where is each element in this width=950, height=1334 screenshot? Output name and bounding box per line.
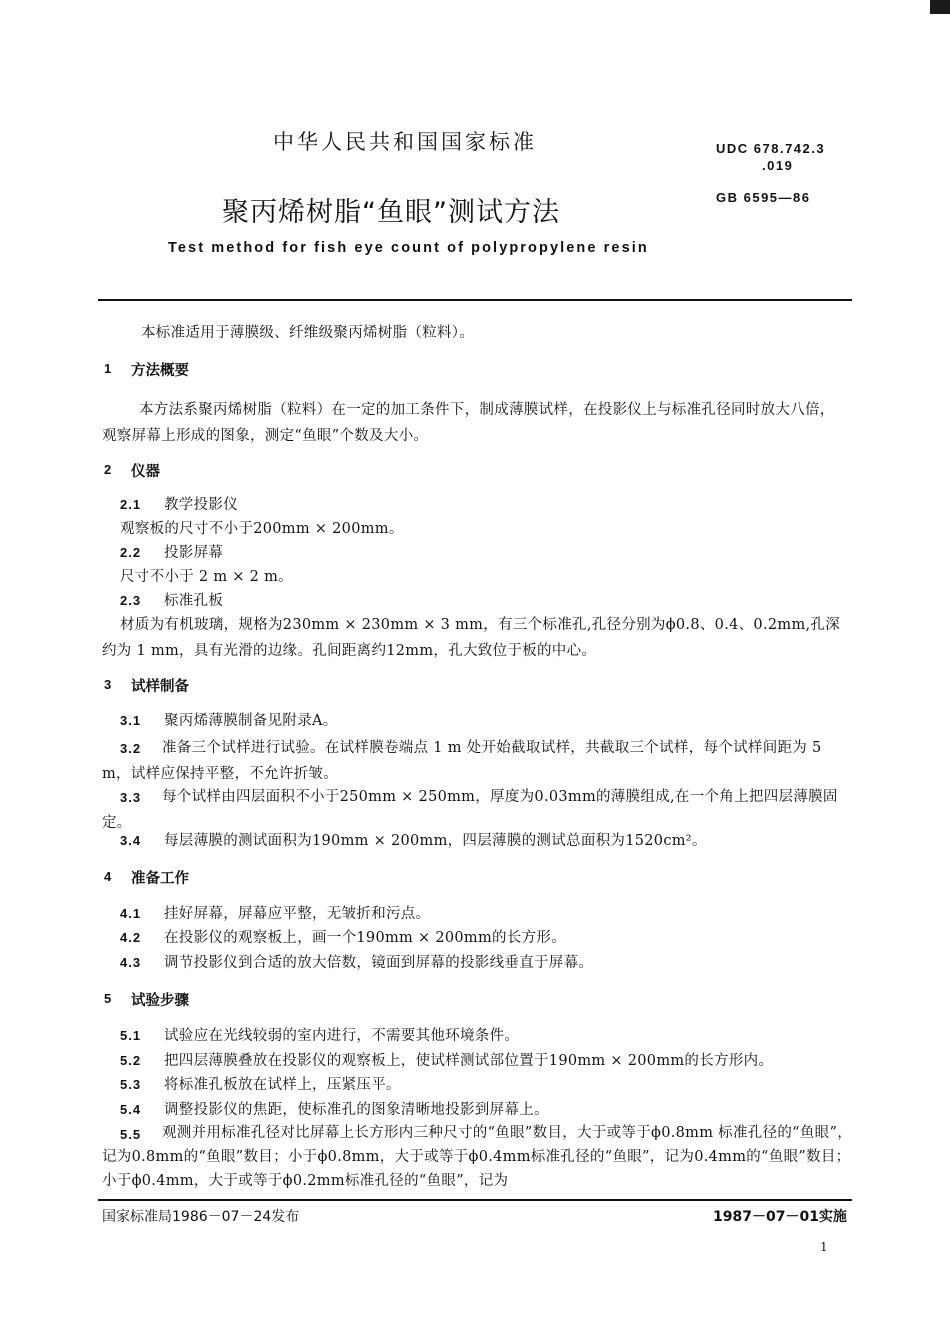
item-2-2-text: 尺寸不小于 2 m × 2 m。: [120, 569, 293, 585]
item-5-5-text: 观测并用标准孔径对比屏幕上长方形内三种尺寸的“鱼眼”数目，大于或等于ϕ0.8mm 标准孔径的“鱼眼”，记为0.8mm的“鱼眼”数目；小于ϕ0.8mm，大于或等于ϕ0.4mm标准孔径的“鱼眼”，记为0.4mm的“鱼眼”数目；小于ϕ0.4mm，大于或等于ϕ0.2mm标准孔径的“鱼眼”，记为: [102, 1125, 852, 1189]
item-4-1-text: 挂好屏幕，屏幕应平整，无皱折和污点。: [164, 906, 431, 922]
item-5-2-text: 把四层薄膜叠放在投影仪的观察板上，使试样测试部位置于190mm × 200mm的长方形内。: [164, 1053, 774, 1069]
item-3-2-text: 准备三个试样进行试验。在试样膜卷端点 1 m 处开始截取试样，共截取三个试样，每个试样间距为 5 m，试样应保持平整，不允许折皱。: [102, 740, 822, 782]
item-3-4-number: 3.4: [120, 833, 142, 848]
udc-line-2: .019: [762, 158, 794, 173]
item-4-2-number: 4.2: [120, 930, 142, 945]
org-title: 中华人民共和国国家标准: [273, 130, 537, 154]
udc-line-1: UDC 678.742.3: [716, 141, 826, 156]
section-2-number: 2: [104, 462, 113, 477]
section-2-title: 仪器: [131, 464, 160, 480]
item-4-2-text: 在投影仪的观察板上，画一个190mm × 200mm的长方形。: [164, 930, 567, 946]
section-4-number: 4: [104, 869, 113, 884]
issue-date: 国家标准局1986－07－24发布: [102, 1209, 300, 1225]
section-3-number: 3: [104, 677, 113, 692]
item-2-1-text: 观察板的尺寸不小于200mm × 200mm。: [120, 521, 404, 537]
item-2-2-title: 投影屏幕: [164, 545, 224, 561]
gb-number: GB 6595—86: [716, 190, 811, 205]
item-2-1-title: 教学投影仪: [164, 497, 238, 513]
item-5-5-number: 5.5: [120, 1127, 142, 1142]
header-divider: [98, 299, 852, 301]
section-5-number: 5: [104, 991, 113, 1006]
item-4-1-number: 4.1: [120, 906, 142, 921]
item-2-3-number: 2.3: [120, 593, 142, 608]
item-5-3-number: 5.3: [120, 1077, 142, 1092]
section-1-title: 方法概要: [131, 363, 189, 379]
item-2-1-number: 2.1: [120, 497, 142, 512]
udc-code: [716, 140, 825, 174]
item-2-2-number: 2.2: [120, 545, 142, 560]
footer-divider: [98, 1199, 852, 1201]
item-5-4-text: 调整投影仪的焦距，使标准孔的图象清晰地投影到屏幕上。: [164, 1102, 549, 1118]
page-number: 1: [820, 1240, 828, 1254]
item-3-3-number: 3.3: [120, 790, 142, 805]
section-1-text: 本方法系聚丙烯树脂（粒料）在一定的加工条件下，制成薄膜试样，在投影仪上与标准孔径同时放大八倍，观察屏幕上形成的图象，测定“鱼眼”个数及大小。: [102, 402, 835, 444]
section-4-title: 准备工作: [131, 871, 189, 887]
intro-text: 本标准适用于薄膜级、纤维级聚丙烯树脂（粒料）。: [141, 325, 475, 341]
item-5-1-text: 试验应在光线较弱的室内进行，不需要其他环境条件。: [164, 1028, 520, 1044]
english-title: Test method for fish eye count of polypropylene resin: [168, 240, 649, 256]
item-5-4-number: 5.4: [120, 1102, 142, 1117]
item-3-2-number: 3.2: [120, 741, 142, 756]
section-1-number: 1: [104, 361, 113, 376]
item-2-3-title: 标准孔板: [164, 593, 224, 609]
page-title: 聚丙烯树脂“鱼眼”测试方法: [222, 197, 560, 228]
item-4-3-text: 调节投影仪到合适的放大倍数，镜面到屏幕的投影线垂直于屏幕。: [164, 955, 594, 971]
item-5-1-number: 5.1: [120, 1028, 142, 1043]
effective-date: 1987－07－01实施: [713, 1209, 847, 1225]
item-5-3-text: 将标准孔板放在试样上，压紧压平。: [164, 1077, 401, 1093]
item-5-2-number: 5.2: [120, 1053, 142, 1068]
section-5-title: 试验步骤: [131, 993, 189, 1009]
item-3-1-text: 聚丙烯薄膜制备见附录A。: [164, 713, 338, 729]
section-3-title: 试样制备: [131, 679, 189, 695]
item-2-3-text: 材质为有机玻璃，规格为230mm × 230mm × 3 mm，有三个标准孔,孔径分别为ϕ0.8、0.4、0.2mm,孔深约为 1 mm，具有光滑的边缘。孔间距离约12mm，孔大致位于板的中心。: [102, 617, 840, 659]
scan-corner-mark: [930, 0, 950, 14]
item-3-3-text: 每个试样由四层面积不小于250mm × 250mm，厚度为0.03mm的薄膜组成,在一个角上把四层薄膜固定。: [102, 789, 838, 831]
item-3-1-number: 3.1: [120, 713, 142, 728]
item-3-4-text: 每层薄膜的测试面积为190mm × 200mm，四层薄膜的测试总面积为1520cm²。: [164, 833, 707, 849]
item-4-3-number: 4.3: [120, 955, 142, 970]
